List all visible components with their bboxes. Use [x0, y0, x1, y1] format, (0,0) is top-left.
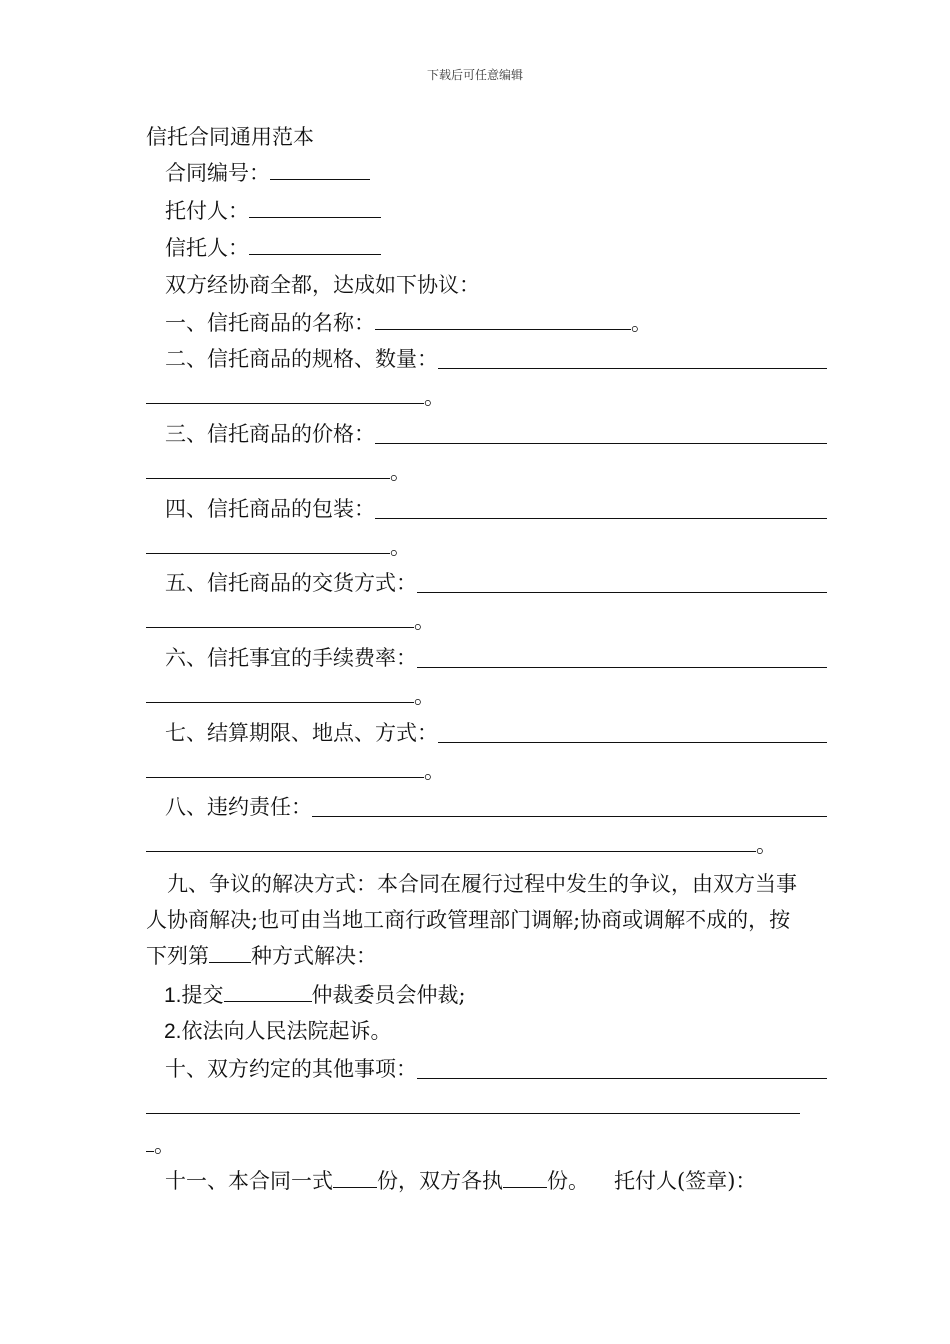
- period: 。: [390, 460, 411, 484]
- clause-6-label: 六、信托事宜的手续费率：: [165, 646, 417, 670]
- clause-6-cont: [146, 683, 808, 709]
- contract-number-blank[interactable]: [270, 160, 370, 180]
- period: 。: [390, 535, 411, 559]
- period: 。: [414, 609, 435, 633]
- clause-8: [146, 794, 827, 820]
- contract-number-line: [146, 160, 827, 186]
- trustee-blank[interactable]: [249, 235, 381, 255]
- clause-2-cont: [146, 384, 808, 410]
- clause-5-blank[interactable]: [417, 573, 827, 593]
- option-1-suffix: 仲裁委员会仲裁;: [311, 983, 466, 1007]
- clause-7-blank-cont[interactable]: [146, 758, 424, 778]
- clause-11-text-c: 份。: [547, 1169, 589, 1193]
- consignor-line: [146, 198, 827, 224]
- clause-11-text-b: 份，双方各执: [377, 1169, 503, 1193]
- clause-1-blank[interactable]: [375, 310, 631, 330]
- copies-each-blank[interactable]: [503, 1168, 547, 1188]
- period: 。: [424, 385, 445, 409]
- clause-2-blank[interactable]: [438, 349, 827, 369]
- consignor-signature-label: 托付人(签章)：: [614, 1169, 757, 1193]
- clause-5-cont: [146, 608, 808, 634]
- clause-4-blank[interactable]: [375, 499, 827, 519]
- clause-3-label: 三、信托商品的价格：: [165, 422, 375, 446]
- clause-6-blank-cont[interactable]: [146, 683, 414, 703]
- clause-2-label: 二、信托商品的规格、数量：: [165, 347, 438, 371]
- clause-4-blank-cont[interactable]: [146, 534, 390, 554]
- clause-11: [146, 1168, 827, 1194]
- clause-11-text-a: 十一、本合同一式: [165, 1169, 333, 1193]
- clause-3-cont: [146, 459, 808, 485]
- period: 。: [756, 833, 777, 857]
- clause-3-blank-cont[interactable]: [146, 459, 390, 479]
- clause-7-blank[interactable]: [438, 723, 827, 743]
- clause-8-blank-cont[interactable]: [146, 832, 756, 852]
- period: 。: [154, 1133, 175, 1157]
- trustee-line: [146, 235, 827, 261]
- copies-total-blank[interactable]: [333, 1168, 377, 1188]
- clause-8-blank[interactable]: [312, 797, 827, 817]
- clause-9-choice-blank[interactable]: [209, 943, 251, 963]
- clause-7-cont: [146, 758, 808, 784]
- clause-3: [146, 421, 827, 447]
- option-1-blank[interactable]: [224, 982, 312, 1002]
- clause-10-label: 十、双方约定的其他事项：: [165, 1057, 417, 1081]
- clause-4: [146, 496, 827, 522]
- option-1-prefix: 1.提交: [164, 984, 224, 1007]
- document-title: 信托合同通用范本: [146, 125, 314, 149]
- contract-number-label: 合同编号：: [165, 161, 270, 185]
- intro-text: 双方经协商全都，达成如下协议：: [165, 273, 480, 297]
- clause-10-end: [146, 1132, 808, 1158]
- option-2-text: 2.依法向人民法院起诉。: [164, 1020, 392, 1043]
- consignor-blank[interactable]: [249, 198, 381, 218]
- clause-4-label: 四、信托商品的包装：: [165, 497, 375, 521]
- consignor-label: 托付人：: [165, 199, 249, 223]
- clause-1: [146, 310, 827, 336]
- clause-10-cont: [146, 1094, 808, 1120]
- clause-9-text: 九、争议的解决方式：本合同在履行过程中发生的争议，由双方当事人协商解决;也可由当地工商行政管理部门调解;协商或调解不成的，按下列第: [146, 872, 797, 968]
- clause-9-option-2: [146, 1018, 826, 1045]
- clause-1-label: 一、信托商品的名称：: [165, 311, 375, 335]
- clause-5: [146, 570, 827, 596]
- clause-7-label: 七、结算期限、地点、方式：: [165, 721, 438, 745]
- clause-6: [146, 645, 827, 671]
- period: 。: [414, 684, 435, 708]
- trustee-label: 信托人：: [165, 236, 249, 260]
- clause-3-blank[interactable]: [375, 424, 827, 444]
- clause-6-blank[interactable]: [417, 648, 827, 668]
- header-note: 下载后可任意编辑: [426, 68, 523, 82]
- clause-10: [146, 1056, 827, 1082]
- clause-2-blank-cont[interactable]: [146, 384, 424, 404]
- clause-10-blank[interactable]: [417, 1059, 827, 1079]
- period: 。: [424, 759, 445, 783]
- clause-2: [146, 346, 827, 372]
- clause-9-text-end: 种方式解决：: [251, 944, 377, 968]
- clause-5-label: 五、信托商品的交货方式：: [165, 571, 417, 595]
- clause-5-blank-cont[interactable]: [146, 608, 414, 628]
- clause-4-cont: [146, 534, 808, 560]
- clause-9-option-1: [146, 982, 826, 1009]
- period: 。: [631, 311, 652, 335]
- clause-8-cont: [146, 832, 808, 858]
- clause-8-label: 八、违约责任：: [165, 795, 312, 819]
- clause-7: [146, 720, 827, 746]
- clause-10-blank-end[interactable]: [146, 1132, 154, 1152]
- clause-9: [146, 866, 808, 974]
- clause-10-blank-cont[interactable]: [146, 1094, 800, 1114]
